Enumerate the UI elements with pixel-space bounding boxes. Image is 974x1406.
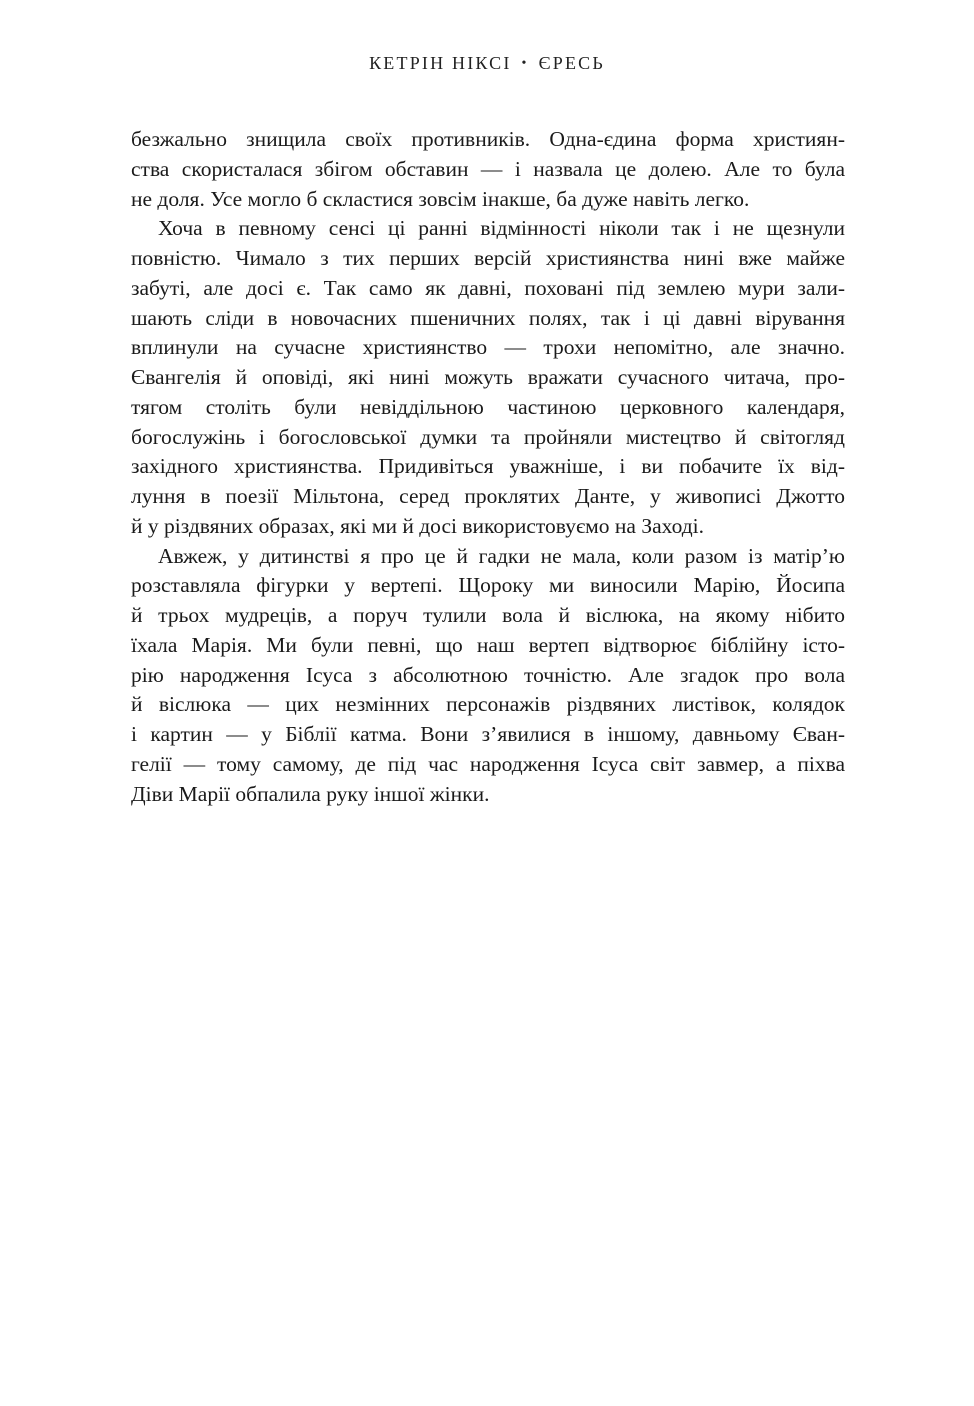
running-head-title: ЄРЕСЬ xyxy=(538,53,605,73)
text-line: їхала Марія. Ми були певні, що наш вертеп відтворює біблійну істо- xyxy=(131,632,845,657)
text-line: луння в поезії Мільтона, серед проклятих Данте, у живописі Джотто xyxy=(131,484,845,508)
text-line: богослужінь і богословської думки та пройняли мистецтво й світогляд xyxy=(131,424,845,449)
running-head-author: КЕТРІН НІКСІ xyxy=(369,53,512,73)
text-line: гелії — тому самому, де під час народження Ісуса світ завмер, а піхва xyxy=(131,751,845,776)
text-line: Євангелія й оповіді, які нині можуть вражати сучасного читача, про- xyxy=(131,365,845,389)
text-line: і картин — у Біблії катма. Вони з’явилися в іншому, давньому Єван- xyxy=(131,722,845,746)
paragraph xyxy=(131,214,845,541)
text-line: забуті, але досі є. Так само як давні, поховані під землею мури зали- xyxy=(131,275,845,300)
text-line: повністю. Чимало з тих перших версій християнства нині вже майже xyxy=(131,246,845,270)
text-line: західного християнства. Придивіться уважніше, і ви побачите їх від- xyxy=(131,454,845,479)
text-line: не доля. Усе могло б скластися зовсім інакше, ба дуже навіть легко. xyxy=(131,186,750,211)
paragraph xyxy=(131,542,845,810)
text-line: тягом століть були невіддільною частиною церковного календаря, xyxy=(131,394,845,419)
text-line: безжально знищила своїх противників. Одна-єдина форма християн- xyxy=(131,127,845,151)
text-line: ства скористалася збігом обставин — і назвала це долею. Але то була xyxy=(131,156,845,181)
paragraph xyxy=(131,125,845,214)
text-line: й віслюка — цих незмінних персонажів різдвяних листівок, колядок xyxy=(131,692,845,717)
running-head-separator: • xyxy=(521,56,529,71)
body-text xyxy=(131,125,845,809)
text-line: розставляла фігурки у вертепі. Щороку ми виносили Марію, Йосипа xyxy=(131,573,845,598)
text-line: й трьох мудреців, а поруч тулили вола й віслюка, на якому нібито xyxy=(131,603,845,627)
text-line: Діви Марії обпалила руку іншої жінки. xyxy=(131,781,490,806)
text-line: вплинули на сучасне християнство — трохи непомітно, але значно. xyxy=(131,335,845,360)
text-line: Хоча в певному сенсі ці ранні відмінності ніколи так і не щезнули xyxy=(158,216,845,241)
text-line: шають сліди в новочасних пшеничних полях, так і ці давні вірування xyxy=(131,305,845,330)
text-line: Авжеж, у дитинстві я про це й гадки не мала, коли разом із матір’ю xyxy=(158,543,845,568)
text-line: рію народження Ісуса з абсолютною точністю. Але згадок про вола xyxy=(131,662,845,687)
running-head xyxy=(0,53,974,74)
text-line: й у різдвяних образах, які ми й досі використовуємо на Заході. xyxy=(131,513,704,538)
